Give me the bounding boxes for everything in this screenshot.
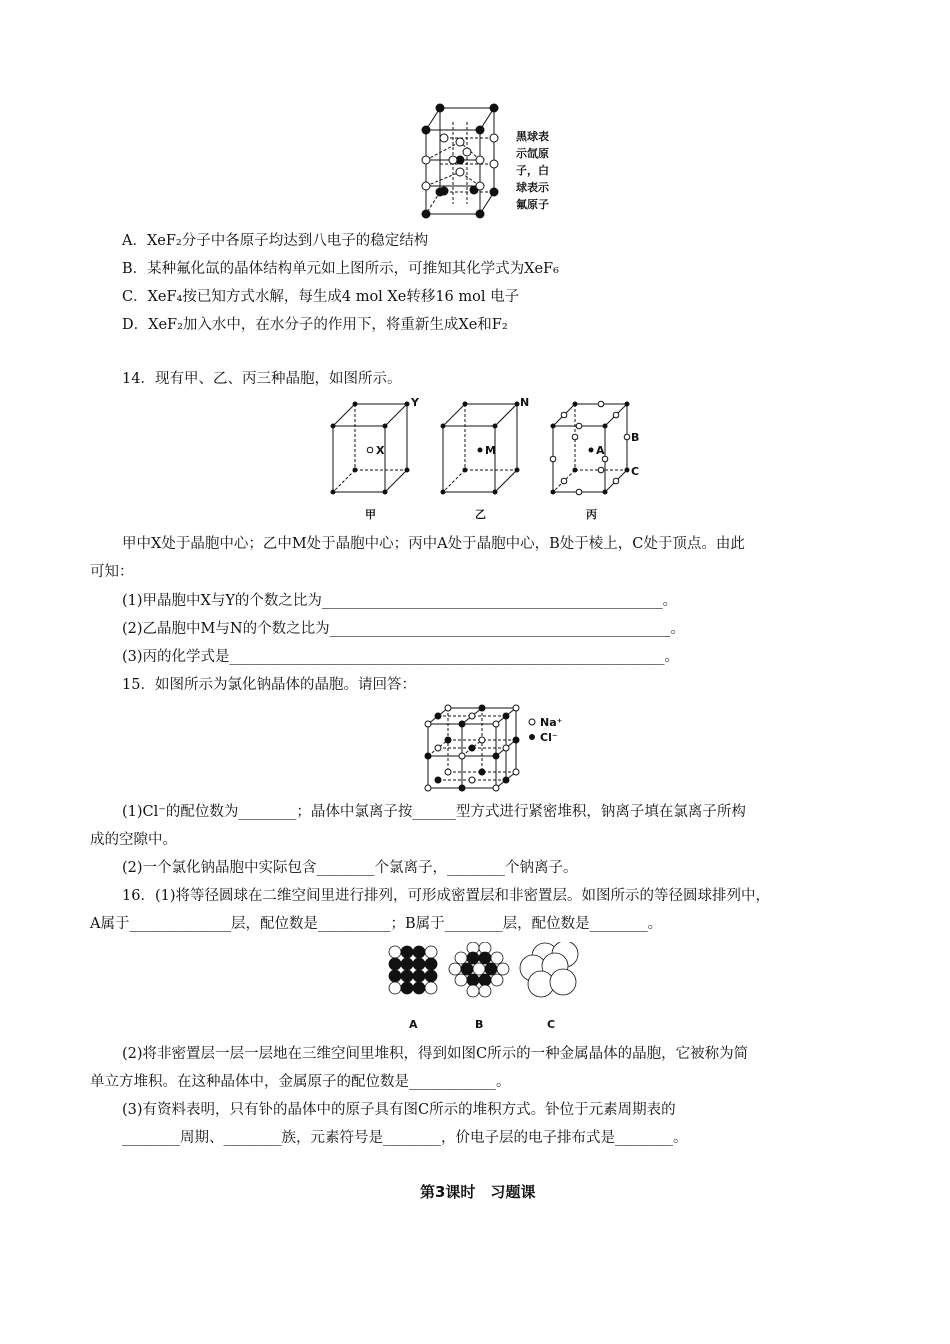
q14-part-1: (1)甲晶胞中X与Y的个数之比为_______________________________________________。 (122, 593, 678, 609)
section-title: 第3课时 习题课 (420, 1183, 536, 1201)
jia-corner-label: Y (411, 396, 419, 409)
q14-part-2: (2)乙晶胞中M与N的个数之比为_______________________________________________。 (122, 621, 685, 637)
nacl-unit-cell-figure (420, 700, 580, 796)
yi-corner-label: N (520, 396, 530, 409)
xef-legend-line-2: 示氙原 (516, 147, 549, 160)
jia-caption: 甲 (365, 508, 376, 521)
bing-caption: 丙 (586, 508, 597, 521)
q16-part-1-line-2: A属于______________层，配位数是__________；B属于________层，配位数是________。 (90, 916, 663, 932)
q16-part-2-line-1: (2)将非密置层一层一层地在三维空间里堆积，得到如图C所示的一种金属晶体的晶胞，它被称为简 (122, 1046, 749, 1062)
q15-part-1-line-1: (1)Cl⁻的配位数为________；晶体中氯离子按______型方式进行紧密堆积，钠离子填在氯离子所构 (122, 804, 746, 820)
packing-label-b: B (475, 1018, 484, 1031)
nacl-legend-cl: Cl⁻ (540, 731, 558, 744)
q13-option-b: B．某种氟化氙的晶体结构单元如上图所示，可推知其化学式为XeF₆ (122, 261, 559, 277)
packing-label-a: A (409, 1018, 418, 1031)
q13-option-a: A．XeF₂分子中各原子均达到八电子的稳定结构 (122, 233, 429, 249)
nacl-legend-na: Na⁺ (540, 716, 563, 729)
q16-part-2-line-2: 单立方堆积。在这种晶体中，金属原子的配位数是____________。 (90, 1074, 511, 1090)
q13-option-d: D．XeF₂加入水中，在水分子的作用下，将重新生成Xe和F₂ (122, 317, 508, 333)
xef-legend-line-5: 氟原子 (516, 198, 549, 211)
q15-part-1-line-2: 成的空隙中。 (90, 832, 177, 848)
bing-corner-label: C (631, 465, 640, 478)
q13-option-c: C．XeF₄按已知方式水解，每生成4 mol Xe转移16 mol 电子 (122, 289, 520, 305)
bing-edge-label: B (631, 431, 640, 444)
q14-stem: 14．现有甲、乙、丙三种晶胞，如图所示。 (122, 371, 402, 387)
bing-center-label: A (596, 444, 605, 457)
q16-part-1-line-1: 16．(1)将等径圆球在二维空间里进行排列，可形成密置层和非密置层。如图所示的等径圆球排列中， (122, 888, 770, 904)
jia-center-label: X (376, 444, 385, 457)
q14-part-3: (3)丙的化学式是____________________________________________________________。 (122, 649, 680, 665)
yi-center-label: M (485, 444, 496, 457)
q14-description-line-1: 甲中X处于晶胞中心；乙中M处于晶胞中心；丙中A处于晶胞中心，B处于棱上，C处于顶点。由此 (122, 536, 745, 552)
q15-part-2: (2)一个氯化钠晶胞中实际包含________个氯离子，________个钠离子。 (122, 860, 578, 876)
xef-legend-line-1: 黑球表 (516, 130, 549, 143)
q16-part-3-line-2: ________周期、________族，元素符号是________，价电子层的电子排布式是________。 (122, 1130, 688, 1146)
q14-description-line-2: 可知： (90, 564, 134, 580)
xef-crystal-figure (418, 100, 568, 222)
xef-legend-line-3: 子，白 (516, 164, 549, 177)
packing-label-c: C (547, 1018, 556, 1031)
q16-part-3-line-1: (3)有资料表明，只有钋的晶体中的原子具有图C所示的堆积方式。钋位于元素周期表的 (122, 1102, 676, 1118)
xef-legend-line-4: 球表示 (516, 181, 549, 194)
q15-stem: 15．如图所示为氯化钠晶体的晶胞。请回答： (122, 677, 416, 693)
q14-unit-cells-figure (325, 396, 665, 524)
yi-caption: 乙 (475, 508, 486, 521)
sphere-packing-figure (385, 942, 585, 1034)
